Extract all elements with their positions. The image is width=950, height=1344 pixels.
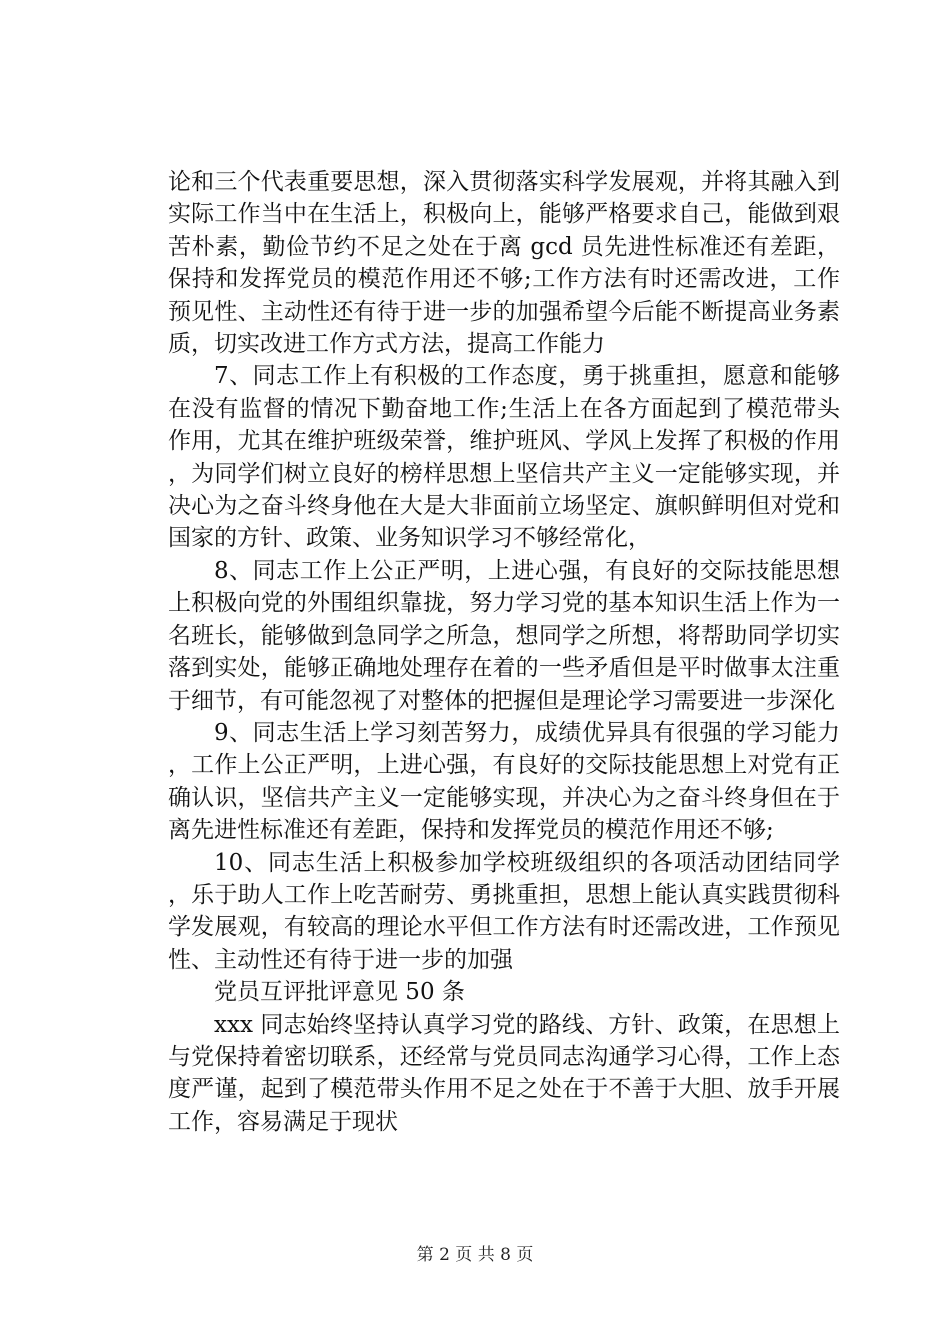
document-body [168,166,840,1138]
paragraph-xxx: xxx 同志始终坚持认真学习党的路线、方针、政策，在思想上与党保持着密切联系，还经常与党员同志沟通学习心得，工作上态度严谨，起到了模范带头作用不足之处在于不善于大胆、放手开展工作，容易满足于现状 [168,1011,840,1135]
page-footer: 第 2 页 共 8 页 [416,1245,534,1265]
paragraph-item-9: 9、同志生活上学习刻苦努力，成绩优异具有很强的学习能力，工作上公正严明，上进心强，有良好的交际技能思想上对党有正确认识，坚信共产主义一定能够实现，并决心为之奋斗终身但在于离先进性标准还有差距，保持和发挥党员的模范作用还不够; [168,719,840,844]
section-heading: 党员互评批评意见 50 条 [214,979,465,1006]
paragraph-item-8: 8、同志工作上公正严明，上进心强，有良好的交际技能思想上积极向党的外围组织靠拢，努力学习党的基本知识生活上作为一名班长，能够做到急同学之所急，想同学之所想，将帮助同学切实落到实处，能够正确地处理存在着的一些矛盾但是平时做事太注重于细节，有可能忽视了对整体的把握但是理论学习需要进一步深化 [168,557,840,714]
paragraph-item-10: 10、同志生活上积极参加学校班级组织的各项活动团结同学，乐于助人工作上吃苦耐劳、勇挑重担，思想上能认真实践贯彻科学发展观，有较高的理论水平但工作方法有时还需改进，工作预见性、主动性还有待于进一步的加强 [168,849,840,973]
paragraph-item-7: 7、同志工作上有积极的工作态度，勇于挑重担，愿意和能够在没有监督的情况下勤奋地工作;生活上在各方面起到了模范带头作用，尤其在维护班级荣誉，维护班风、学风上发挥了积极的作用，为同学们树立良好的榜样思想上坚信共产主义一定能够实现，并决心为之奋斗终身他在大是大非面前立场坚定、旗帜鲜明但对党和国家的方针、政策、业务知识学习不够经常化， [168,363,840,552]
paragraph-continuation: 论和三个代表重要思想，深入贯彻落实科学发展观，并将其融入到实际工作当中在生活上，积极向上，能够严格要求自己，能做到艰苦朴素，勤俭节约不足之处在于离 gcd 员先进性标准还有差距，保持和发挥党员的模范作用还不够;工作方法有时还需改进，工作预见性、主动性还有待于进一步的加强希望今后能不断提高业务素质，切实改进工作方式方法，提高工作能力 [168,169,840,358]
